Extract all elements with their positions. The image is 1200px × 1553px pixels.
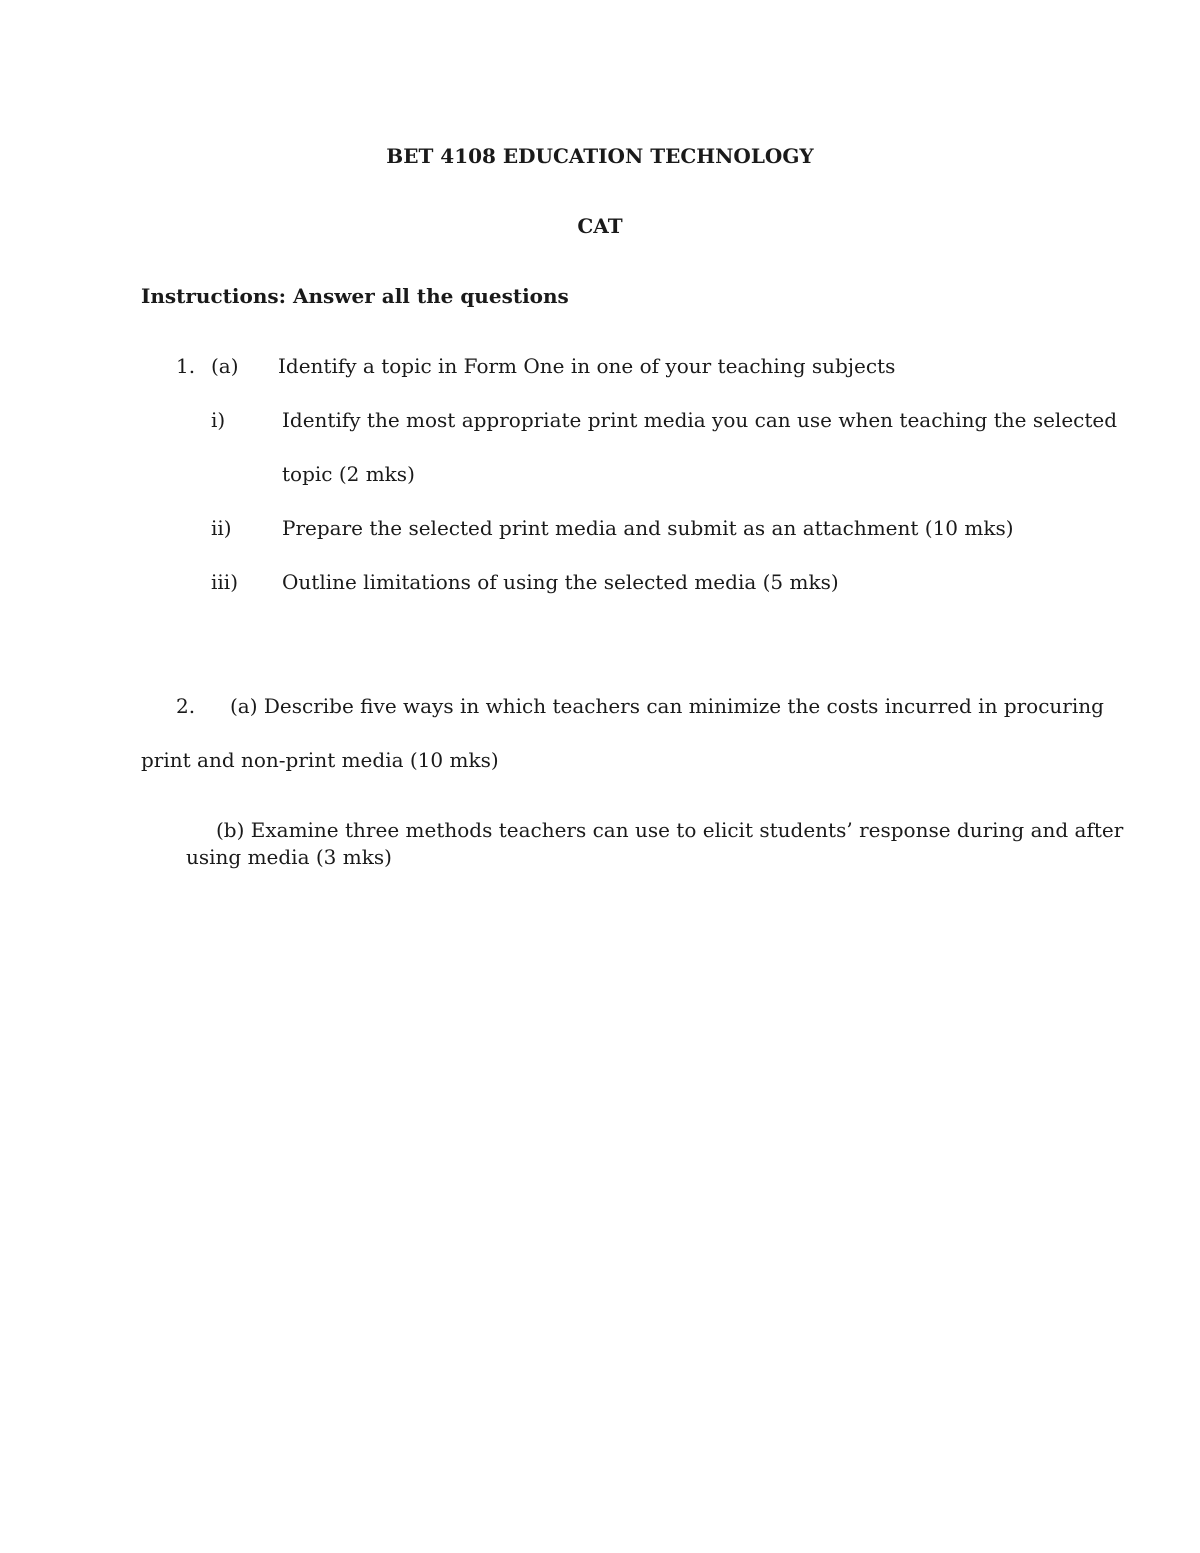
- q1-item-label: ii): [211, 516, 232, 540]
- document-title: BET 4108 EDUCATION TECHNOLOGY: [386, 144, 814, 168]
- q1-item-label: iii): [211, 570, 238, 594]
- q1-item-text: Outline limitations of using the selected media (5 mks): [282, 570, 839, 594]
- q1-item-text: Identify the most appropriate print media you can use when teaching the selected: [282, 408, 1118, 432]
- q1-part-a-label: (a): [211, 354, 239, 378]
- q2-part-a-text: (a) Describe five ways in which teachers can minimize the costs incurred in procuring: [230, 694, 1104, 718]
- document-subtitle: CAT: [577, 214, 623, 238]
- q1-item-label: i): [211, 408, 226, 432]
- q1-item-text: Prepare the selected print media and submit as an attachment (10 mks): [282, 516, 1014, 540]
- q2-part-a-text-continued: print and non-print media (10 mks): [141, 748, 499, 772]
- q2-part-b-text-continued: using media (3 mks): [186, 845, 392, 869]
- instructions: Instructions: Answer all the questions: [141, 284, 569, 308]
- q2-part-b-text: (b) Examine three methods teachers can use to elicit students’ response during and after: [216, 818, 1124, 842]
- q1-number: 1.: [176, 354, 196, 378]
- q2-number: 2.: [176, 694, 196, 718]
- q1-item-text-continued: topic (2 mks): [282, 462, 415, 486]
- q1-part-a-text: Identify a topic in Form One in one of your teaching subjects: [278, 354, 896, 378]
